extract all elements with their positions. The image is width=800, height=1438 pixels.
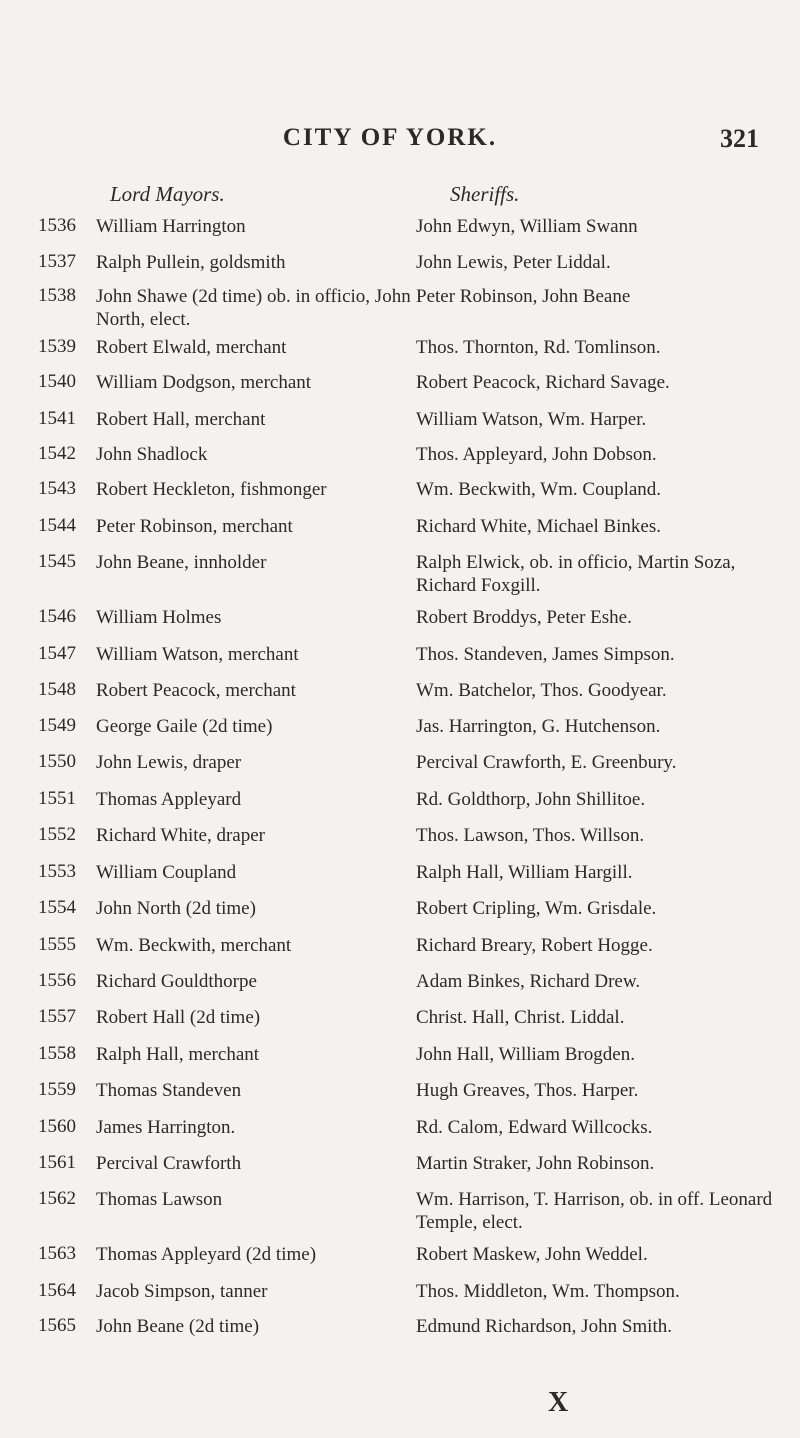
sheriffs-entry: Richard Breary, Robert Hogge. <box>416 935 653 956</box>
sheriffs-entry: William Watson, Wm. Harper. <box>416 409 647 430</box>
lord-mayor-entry: John Lewis, draper <box>96 752 242 773</box>
sheriffs-entry: Wm. Beckwith, Wm. Coupland. <box>416 479 662 500</box>
year-label: 1540 <box>38 371 76 392</box>
sheriffs-entry: Ralph Elwick, ob. in officio, Martin Soza, Richard Foxgill. <box>416 552 736 596</box>
sheriffs-entry: Peter Robinson, John Beane <box>416 286 631 307</box>
sheriffs-entry: Thos. Appleyard, John Dobson. <box>416 444 657 465</box>
year-label: 1550 <box>38 751 76 772</box>
lord-mayor-entry: Percival Crawforth <box>96 1153 242 1174</box>
lord-mayor-entry: Richard White, draper <box>96 825 265 846</box>
lord-mayor-entry: William Dodgson, merchant <box>96 372 312 393</box>
lord-mayor-entry: Robert Peacock, merchant <box>96 680 296 701</box>
sheriffs-heading: Sheriffs. <box>450 182 520 206</box>
lord-mayor-entry: John Shadlock <box>96 444 208 465</box>
sheriffs-entry: John Edwyn, William Swann <box>416 216 638 237</box>
year-label: 1565 <box>38 1315 76 1336</box>
year-label: 1551 <box>38 788 76 809</box>
year-label: 1559 <box>38 1079 76 1100</box>
year-label: 1553 <box>38 861 76 882</box>
sheriffs-entry: Christ. Hall, Christ. Liddal. <box>416 1007 625 1028</box>
lord-mayor-entry: William Watson, merchant <box>96 644 299 665</box>
sheriffs-entry: Ralph Hall, William Hargill. <box>416 862 633 883</box>
signature-mark: X <box>548 1387 569 1418</box>
year-label: 1554 <box>38 897 76 918</box>
lord-mayor-entry: Robert Hall, merchant <box>96 409 266 430</box>
page-header <box>0 124 800 164</box>
year-label: 1537 <box>38 251 76 272</box>
sheriffs-entry: Edmund Richardson, John Smith. <box>416 1316 672 1337</box>
running-title: CITY OF YORK. <box>282 124 498 151</box>
year-label: 1556 <box>38 970 76 991</box>
sheriffs-entry: Hugh Greaves, Thos. Harper. <box>416 1080 639 1101</box>
lord-mayor-entry: George Gaile (2d time) <box>96 716 273 737</box>
lord-mayor-entry: Jacob Simpson, tanner <box>96 1281 268 1302</box>
lord-mayor-entry: John North (2d time) <box>96 898 256 919</box>
lord-mayor-entry: Richard Gouldthorpe <box>96 971 257 992</box>
sheriffs-entry: Thos. Standeven, James Simpson. <box>416 644 675 665</box>
sheriffs-entry: Robert Cripling, Wm. Grisdale. <box>416 898 657 919</box>
lord-mayor-entry: William Holmes <box>96 607 222 628</box>
sheriffs-entry: Wm. Batchelor, Thos. Goodyear. <box>416 680 667 701</box>
lord-mayor-entry: Robert Heckleton, fishmonger <box>96 479 327 500</box>
year-label: 1539 <box>38 336 76 357</box>
sheriffs-entry: Thos. Lawson, Thos. Willson. <box>416 825 645 846</box>
sheriffs-entry: Richard White, Michael Binkes. <box>416 516 662 537</box>
lord-mayor-entry: William Harrington <box>96 216 246 237</box>
year-label: 1542 <box>38 443 76 464</box>
year-label: 1541 <box>38 408 76 429</box>
sheriffs-entry: Martin Straker, John Robinson. <box>416 1153 655 1174</box>
lord-mayor-entry: William Coupland <box>96 862 237 883</box>
year-label: 1552 <box>38 824 76 845</box>
sheriffs-entry: Thos. Middleton, Wm. Thompson. <box>416 1281 680 1302</box>
lord-mayor-entry: Ralph Pullein, goldsmith <box>96 252 286 273</box>
sheriffs-entry: Robert Peacock, Richard Savage. <box>416 372 670 393</box>
year-label: 1548 <box>38 679 76 700</box>
year-label: 1543 <box>38 478 76 499</box>
lord-mayors-heading: Lord Mayors. <box>110 182 225 206</box>
lord-mayor-entry: Wm. Beckwith, merchant <box>96 935 292 956</box>
year-label: 1563 <box>38 1243 76 1264</box>
lord-mayor-entry: Peter Robinson, merchant <box>96 516 293 537</box>
lord-mayor-entry: Robert Hall (2d time) <box>96 1007 261 1028</box>
page-number: 321 <box>720 124 759 153</box>
sheriffs-entry: Rd. Goldthorp, John Shillitoe. <box>416 789 646 810</box>
sheriffs-entry: Robert Maskew, John Weddel. <box>416 1244 648 1265</box>
sheriffs-entry: Robert Broddys, Peter Eshe. <box>416 607 632 628</box>
lord-mayor-entry: Thomas Lawson <box>96 1189 223 1210</box>
lord-mayor-entry: Thomas Standeven <box>96 1080 242 1101</box>
year-label: 1564 <box>38 1280 76 1301</box>
lord-mayor-entry: John Beane (2d time) <box>96 1316 260 1337</box>
year-label: 1558 <box>38 1043 76 1064</box>
year-label: 1560 <box>38 1116 76 1137</box>
year-label: 1555 <box>38 934 76 955</box>
year-label: 1538 <box>38 285 76 306</box>
lord-mayor-entry: James Harrington. <box>96 1117 236 1138</box>
sheriffs-entry: John Lewis, Peter Liddal. <box>416 252 611 273</box>
year-label: 1561 <box>38 1152 76 1173</box>
sheriffs-entry: John Hall, William Brogden. <box>416 1044 635 1065</box>
sheriffs-entry: Adam Binkes, Richard Drew. <box>416 971 641 992</box>
sheriffs-entry: Rd. Calom, Edward Willcocks. <box>416 1117 653 1138</box>
year-label: 1545 <box>38 551 76 572</box>
sheriffs-entry: Jas. Harrington, G. Hutchenson. <box>416 716 661 737</box>
sheriffs-entry: Thos. Thornton, Rd. Tomlinson. <box>416 337 661 358</box>
year-label: 1536 <box>38 215 76 236</box>
year-label: 1544 <box>38 515 76 536</box>
year-label: 1547 <box>38 643 76 664</box>
year-label: 1549 <box>38 715 76 736</box>
lord-mayor-entry: Ralph Hall, merchant <box>96 1044 260 1065</box>
year-label: 1562 <box>38 1188 76 1209</box>
sheriffs-entry: Wm. Harrison, T. Harrison, ob. in off. Leonard Temple, elect. <box>416 1189 773 1233</box>
year-label: 1557 <box>38 1006 76 1027</box>
lord-mayor-entry: Thomas Appleyard <box>96 789 242 810</box>
lord-mayor-entry: John Beane, innholder <box>96 552 267 573</box>
lord-mayor-entry: John Shawe (2d time) ob. in officio, John North, elect. <box>96 286 411 330</box>
year-label: 1546 <box>38 606 76 627</box>
lord-mayor-entry: Thomas Appleyard (2d time) <box>96 1244 317 1265</box>
lord-mayor-entry: Robert Elwald, merchant <box>96 337 287 358</box>
sheriffs-entry: Percival Crawforth, E. Greenbury. <box>416 752 677 773</box>
